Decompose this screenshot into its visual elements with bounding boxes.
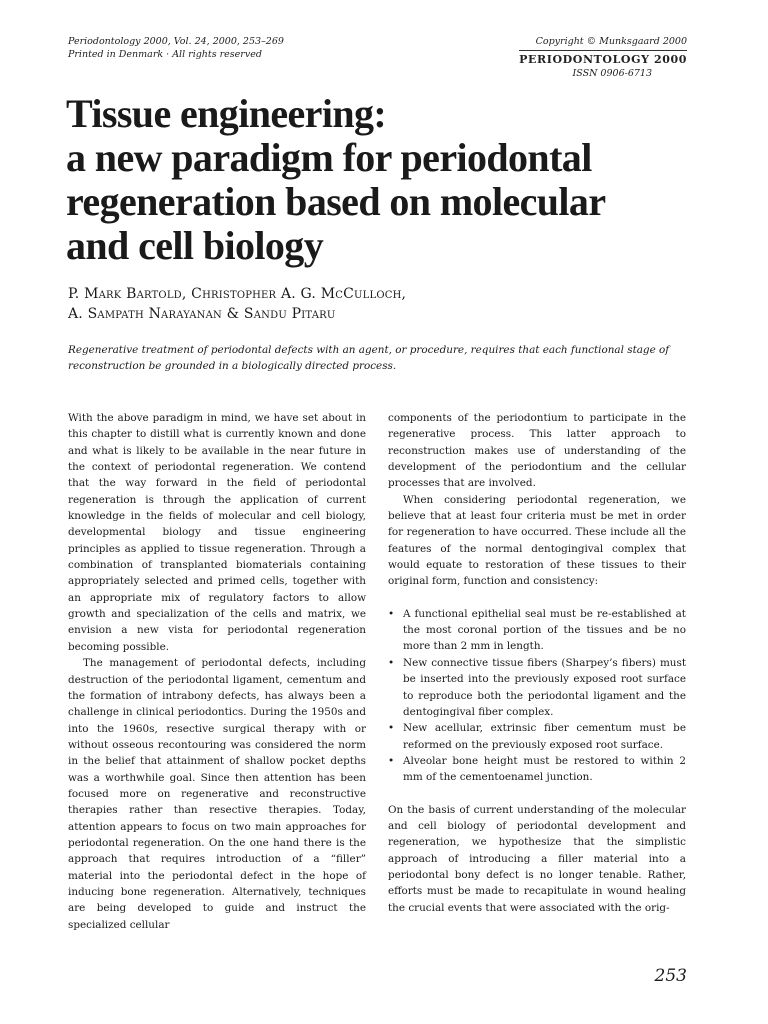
- author-list: [68, 284, 406, 324]
- body-paragraph: When considering periodontal regeneration, we believe that at least four criteria must be met in order for regeneration to have occurred. These include all the features of the normal dentogingival complex that would equate to restoration of these tissues to their original form, function and consistency:: [388, 493, 686, 588]
- criteria-item: [388, 753, 686, 786]
- article-title: [66, 92, 716, 268]
- abstract: Regenerative treatment of periodontal defects with an agent, or procedure, requires that each functional stage of reconstruction be grounded in a biologically directed process.: [68, 344, 670, 372]
- criteria-list: [388, 606, 686, 786]
- issn: ISSN 0906-6713: [572, 68, 652, 79]
- criteria-text: Alveolar bone height must be restored to within 2 mm of the cementoenamel junction.: [403, 754, 686, 784]
- copyright-notice: Copyright © Munksgaard 2000: [535, 36, 687, 47]
- journal-name: PERIODONTOLOGY 2000: [519, 50, 687, 66]
- bullet-icon: •: [388, 722, 395, 735]
- criteria-text: New connective tissue fibers (Sharpey’s fibers) must be inserted into the previously exposed root surface to reproduce both the periodontal ligament and the dentogingival fiber complex.: [403, 656, 686, 718]
- bullet-icon: •: [388, 754, 395, 767]
- printed-notice: Printed in Denmark · All rights reserved: [68, 49, 262, 60]
- body-paragraph: The management of periodontal defects, including destruction of the periodontal ligament, cementum and the formation of intrabony defects, has always been a challenge in clinical periodontics. During the 1950s and into the 1960s, resective surgical therapy with or without osseous recontouring was considered the norm in the belief that attainment of shallow pocket depths was a worthwhile goal. Since then attention has been focused more on regenerative and reconstructive therapies rather than resective therapies. Today, attention appears to focus on two main approaches for periodontal regeneration. On the one hand there is the approach that requires introduction of a “filler” material into the periodontal defect in the hope of inducing bone regeneration. Alternatively, techniques are being developed to guide and instruct the specialized cellular: [68, 657, 366, 931]
- body-paragraph: components of the periodontium to participate in the regenerative process. This latter approach to reconstruction makes use of understanding of the development of the periodontium and the cellular processes that are involved.: [388, 412, 686, 490]
- body-column-right: [388, 410, 686, 916]
- author-line: A. Sampath Narayanan & Sandu Pitaru: [68, 306, 336, 322]
- bullet-icon: •: [388, 607, 395, 620]
- criteria-item: [388, 720, 686, 753]
- bullet-icon: •: [388, 656, 395, 669]
- running-header-right: [519, 35, 687, 80]
- journal-citation: Periodontology 2000, Vol. 24, 2000, 253–269: [68, 36, 284, 47]
- title-line: Tissue engineering:: [66, 91, 387, 136]
- title-line: regeneration based on molecular: [66, 179, 606, 224]
- body-paragraph: With the above paradigm in mind, we have set about in this chapter to distill what is currently known and done and what is likely to be available in the near future in the context of periodontal regeneration. We contend that the way forward in the field of periodontal regeneration is through the application of current knowledge in the fields of molecular and cell biology, developmental biology and tissue engineering principles as applied to tissue regeneration. Through a combination of transplanted biomaterials containing appropriately selected and primed cells, together with an appropriate mix of regulatory factors to allow growth and specialization of the cells and matrix, we envision a new vista for periodontal regeneration becoming possible.: [68, 412, 366, 653]
- author-line: P. Mark Bartold, Christopher A. G. McCulloch,: [68, 286, 407, 302]
- body-column-left: [68, 410, 366, 933]
- running-header-left: [68, 35, 284, 61]
- title-line: and cell biology: [66, 223, 324, 268]
- criteria-item: [388, 655, 686, 720]
- body-paragraph: On the basis of current understanding of the molecular and cell biology of periodontal development and regeneration, we hypothesize that the simplistic approach of introducing a filler material into a periodontal bony defect is no longer tenable. Rather, efforts must be made to recapitulate in wound healing the crucial events that were associated with the orig-: [388, 803, 686, 914]
- criteria-text: New acellular, extrinsic fiber cementum must be reformed on the previously exposed root surface.: [403, 722, 686, 751]
- criteria-text: A functional epithelial seal must be re-established at the most coronal portion of the tissues and be no more than 2 mm in length.: [403, 607, 686, 653]
- page-number: 253: [654, 966, 687, 986]
- title-line: a new paradigm for periodontal: [66, 135, 592, 180]
- criteria-item: [388, 606, 686, 655]
